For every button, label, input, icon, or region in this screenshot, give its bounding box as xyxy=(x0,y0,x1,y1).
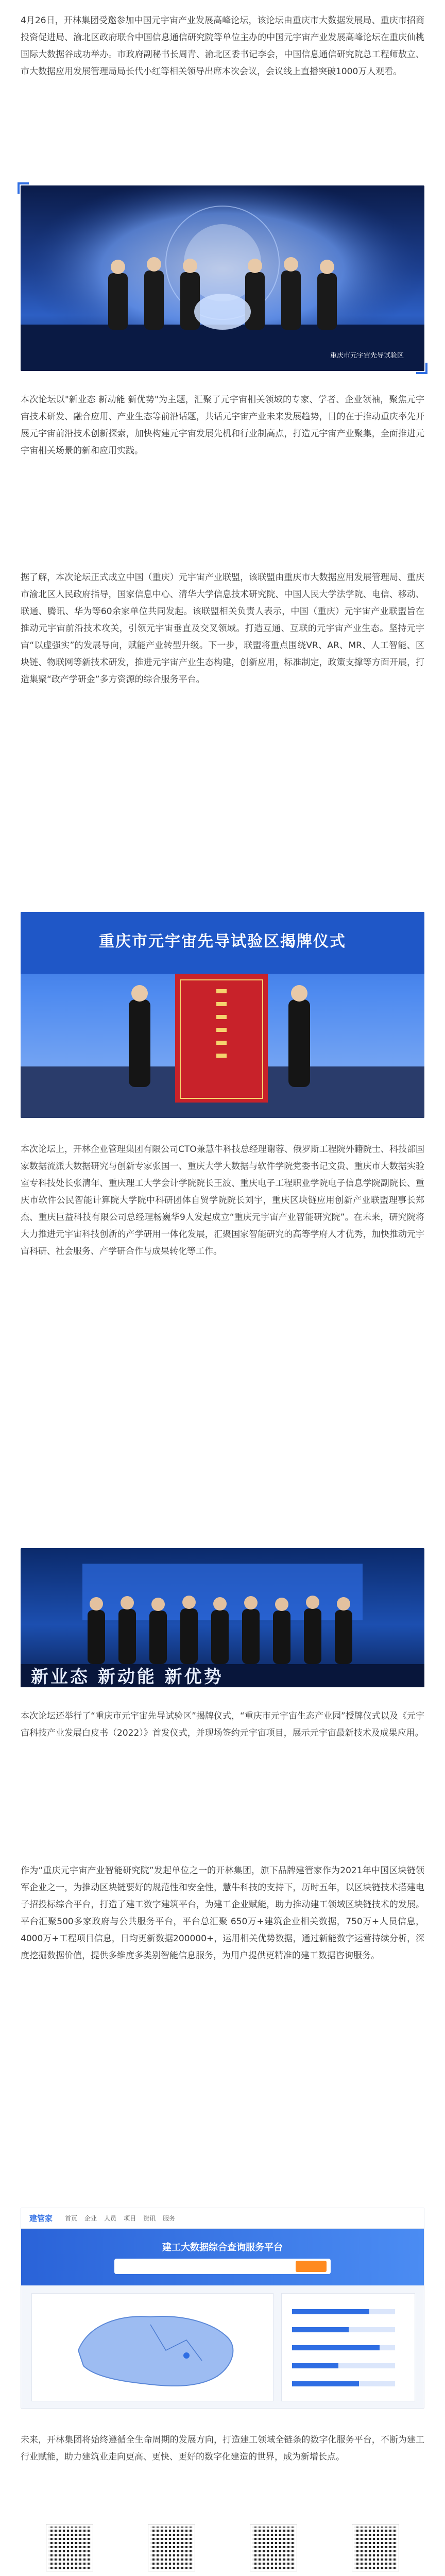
dashboard-stats-panel xyxy=(281,2293,415,2401)
qr-code-1 xyxy=(46,2524,93,2571)
forum-stage-photo xyxy=(21,185,424,371)
ceremony-paragraph: 本次论坛还举行了“重庆市元宇宙先导试验区”揭牌仪式，“重庆市元宇宙生态产业园”授牌仪式以及《元宇宙科技产业发展白皮书（2022）》首发仪式，并现场签约元宇宙项目，展示元宇宙最新技术及成果应用。 xyxy=(21,1711,424,1738)
qr-code-3 xyxy=(250,2524,297,2571)
dashboard-banner xyxy=(21,2229,424,2285)
china-map-icon xyxy=(32,2294,274,2402)
slogan-text: 新业态 新动能 新优势 xyxy=(31,1667,224,1687)
qr-code-2 xyxy=(148,2524,195,2571)
theme-paragraph: 本次论坛以"新业态 新动能 新优势"为主题，汇聚了元宇宙相关领域的专家、学者、企业领袖，聚焦元宇宙技术研发、融合应用、产业生态等前沿话题，共话元宇宙产业未来发展趋势，目的在于推动重庆率先开展元宇宙前沿技术创新探索，加快构建元宇宙发展先机和行业制高点，打造元宇宙产业聚集，全面推进元宇宙相关场景的新和应用实践。 xyxy=(21,395,424,456)
group-photo xyxy=(21,1548,424,1687)
photo-caption: 重庆市元宇宙先导试验区 xyxy=(330,352,404,360)
qr-code-4 xyxy=(352,2524,399,2571)
stage-illustration xyxy=(21,185,424,371)
nav-item-project[interactable]: 项目 xyxy=(124,2215,136,2222)
nav-item-home[interactable]: 首页 xyxy=(65,2215,78,2222)
ceremony-banner-title: 重庆市元宇宙先导试验区揭牌仪式 xyxy=(99,933,346,951)
nav-item-service[interactable]: 服务 xyxy=(163,2215,176,2222)
nav-item-news[interactable]: 资讯 xyxy=(143,2215,156,2222)
dashboard-screenshot xyxy=(21,2208,424,2409)
future-paragraph: 未来，开林集团将始终遵循全生命周期的发展方向，打造建工领域全链条的数字化服务平台，不断为建工行业赋能，助力建筑业走向更高、更快、更好的数字化建造的世界，成为新增长点。 xyxy=(21,2435,424,2462)
stats-bars-icon xyxy=(282,2294,416,2402)
dashboard-search-input[interactable] xyxy=(114,2259,331,2274)
dashboard-header xyxy=(21,2208,424,2229)
research-institute-paragraph: 本次论坛上，开林企业管理集团有限公司CTO兼慧牛科技总经理谢蓉、俄罗斯工程院外籍院士、科技部国家数据流派大数据研究与创新专家张国一、重庆大学大数据与软件学院党委书记文贵、重庆市大数据实验室专科技处长张清年、重庆理工大学会计学院院长王波、重庆电子工程职业学院电子信息学院副院长、重庆市软件公民智能计算院大学院中科研团体自贸学院院长刘宇，重庆区块链应用创新产业联盟理事长郑杰、重庆巨益科技有限公司总经理杨巍华9人发起成立“重庆元宇宙产业智能研究院”。在未来，研究院将大力推进元宇宙科技创新的产学研用一体化发展，汇聚国家智能研究的高等学府人才优秀，加快推动元宇宙科研、社会服务、产学研合作与成果转化等工作。 xyxy=(21,1144,424,1257)
dashboard-brand: 建管家 xyxy=(29,2214,53,2223)
unveiling-ceremony-photo xyxy=(21,912,424,1118)
alliance-paragraph: 据了解，本次论坛正式成立中国（重庆）元宇宙产业联盟，该联盟由重庆市大数据应用发展管理局、重庆市渝北区人民政府指导，国家信息中心、清华大学信息技术研究院、中国人民大学法学院、电信、移动、联通、腾讯、华为等60余家单位共同发起。该联盟相关负责人表示，中国（重庆）元宇宙产业联盟旨在推动元宇宙前沿技术攻关，引领元宇宙垂直及交叉领域。打造互通、互联的元宇宙产业生态。坚持元宇宙“以虚强实”的发展导向，赋能产业转型升级。下一步，联盟将重点围绕VR、AR、MR、人工智能、区块链、物联网等新技术研发，推进元宇宙产业生态构建，创新应用，标准制定，政策支撑等方面开展，打造集聚“政产学研金”多方资源的综合服务平台。 xyxy=(21,572,424,685)
nav-item-people[interactable]: 人员 xyxy=(104,2215,117,2222)
dashboard-map-panel xyxy=(31,2293,273,2401)
intro-paragraph: 4月26日，开林集团受邀参加中国元宇宙产业发展高峰论坛，该论坛由重庆市大数据发展局、重庆市招商投资促进局、渝北区政府联合中国信息通信研究院等单位主办的中国元宇宙产业发展高峰论坛在重庆仙桃国际大数据谷成功举办。市政府副秘书长周青、渝北区委书记李会，中国信息通信研究院总工程师敖立、市大数据应用发展管理局局长代小红等相关领导出席本次会议，会议线上直播突破1000万人观看。 xyxy=(21,15,424,77)
nav-item-company[interactable]: 企业 xyxy=(84,2215,97,2222)
frame-corner-top-left xyxy=(18,182,29,194)
dashboard-title: 建工大数据综合查询服务平台 xyxy=(162,2242,283,2253)
frame-corner-bottom-right xyxy=(416,363,427,374)
kailin-group-paragraph: 作为“重庆元宇宙产业智能研究院”发起单位之一的开林集团，旗下品牌建管家作为2021年中国区块链领军企业之一，为推动区块链要好的规范性和安全性，慧牛科技的支持下，历时五年，以区块链技术搭建电子招投标综合平台，打造了建工数字建筑平台，为建工企业赋能，助力推动建工领域区块链技术的发展。平台汇聚500多家政府与公共服务平台，平台总汇聚 650万+建筑企业相关数据，750万+人员信息，4000万+工程项目信息，日均更新数据200000+，运用相关优势数据，通过新能数字运营持续分析，深度挖掘数据价值，提供多维度多类别智能信息服务，为用户提供更精准的建工数据咨询服务。 xyxy=(21,1866,424,1961)
qr-code-row xyxy=(46,2524,399,2571)
search-button[interactable] xyxy=(296,2261,327,2272)
